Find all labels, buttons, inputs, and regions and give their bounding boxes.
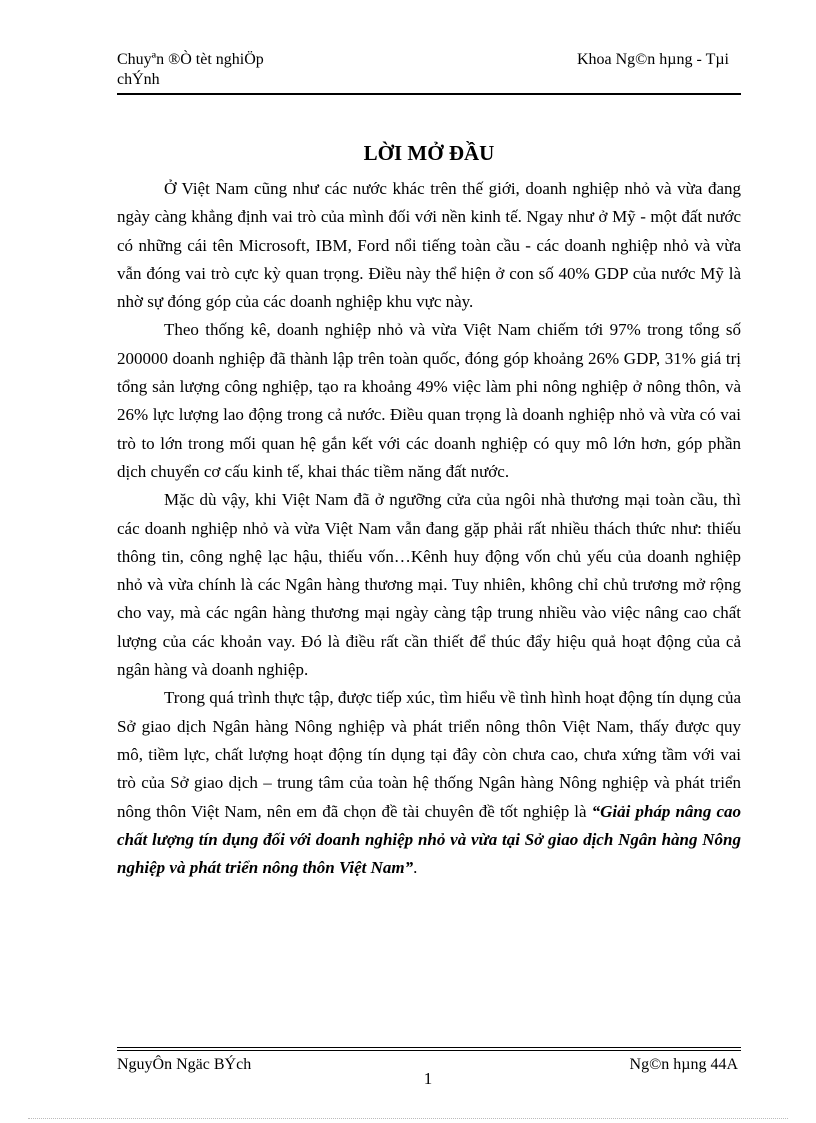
document-body	[117, 175, 741, 882]
footer-author: NguyÔn Ngäc BÝch	[117, 1056, 252, 1073]
paragraph-1: Ở Việt Nam cũng như các nước khác trên thế giới, doanh nghiệp nhỏ và vừa đang ngày càng khẳng định vai trò của mình đối với nền kinh tế. Ngay như ở Mỹ - một đất nước có những cái tên Microsoft, IBM, Ford nổi tiếng toàn cầu - các doanh nghiệp nhỏ và vừa vẫn đóng vai trò cực kỳ quan trọng. Điều này thể hiện ở con số 40% GDP của nước Mỹ là nhờ sự đóng góp của các doanh nghiệp khu vực này.	[117, 179, 741, 312]
footer-divider-bottom	[117, 1050, 741, 1051]
footer-class: Ng©n hµng 44A	[629, 1056, 738, 1073]
header-divider	[117, 93, 741, 95]
paragraph-4-end: .	[413, 858, 418, 878]
thesis-title-emphasis: “Giải pháp nâng cao chất lượng tín dụng đối với doanh nghiệp nhỏ và vừa tại Sở giao dịch Ngân hàng Nông nghiệp và phát triển nông thôn Việt Nam”	[117, 801, 741, 878]
header-right: Khoa Ng©n hµng - Tµi	[576, 51, 729, 68]
page-bottom-dotted-line	[28, 1118, 788, 1119]
paragraph-2: Theo thống kê, doanh nghiệp nhỏ và vừa Việt Nam chiếm tới 97% trong tổng số 200000 doanh nghiệp đã thành lập trên toàn quốc, đóng góp khoảng 26% GDP, 31% giá trị tổng sản lượng công nghiệp, tạo ra khoảng 49% việc làm phi nông nghiệp ở nông thôn, và 26% lực lượng lao động trong cả nước. Điều quan trọng là doanh nghiệp nhỏ và vừa có vai trò to lớn trong mối quan hệ gắn kết với các doanh nghiệp có quy mô lớn hơn, góp phần dịch chuyển cơ cấu kinh tế, khai thác tiềm năng đất nước.	[117, 320, 741, 481]
paragraph-3: Mặc dù vậy, khi Việt Nam đã ở ngưỡng cửa của ngôi nhà thương mại toàn cầu, thì các doanh nghiệp nhỏ và vừa Việt Nam vẫn đang gặp phải rất nhiều thách thức như: thiếu thông tin, công nghệ lạc hậu, thiếu vốn…Kênh huy động vốn chủ yếu của doanh nghiệp nhỏ và vừa chính là các Ngân hàng thương mại. Tuy nhiên, không chỉ chủ trương mở rộng cho vay, mà các ngân hàng thương mại ngày càng tập trung nhiều vào việc nâng cao chất lượng của các khoản vay. Đó là điều rất cần thiết để thúc đẩy hiệu quả hoạt động của cả ngân hàng và doanh nghiệp.	[117, 490, 741, 680]
paragraph-4	[117, 684, 741, 882]
footer-divider-top	[117, 1047, 741, 1048]
header-left-line2: chÝnh	[117, 71, 160, 88]
header-left	[117, 50, 264, 90]
page-title: LỜI MỞ ĐẦU	[363, 141, 495, 165]
paragraph-4-text: Trong quá trình thực tập, được tiếp xúc, tìm hiểu về tình hình hoạt động tín dụng của Sở giao dịch Ngân hàng Nông nghiệp và phát triển nông thôn Việt Nam, thấy được quy mô, tiềm lực, chất lượng hoạt động tín dụng tại đây còn chưa cao, chưa xứng tầm với vai trò của Sở giao dịch – trung tâm của toàn hệ thống Ngân hàng Nông nghiệp và phát triển nông thôn Việt Nam, nên em đã chọn đề tài chuyên đề tốt nghiệp là	[117, 688, 741, 821]
page-number: 1	[423, 1069, 433, 1088]
header-left-line1: Chuyªn ®Ò tèt nghiÖp	[117, 51, 264, 68]
